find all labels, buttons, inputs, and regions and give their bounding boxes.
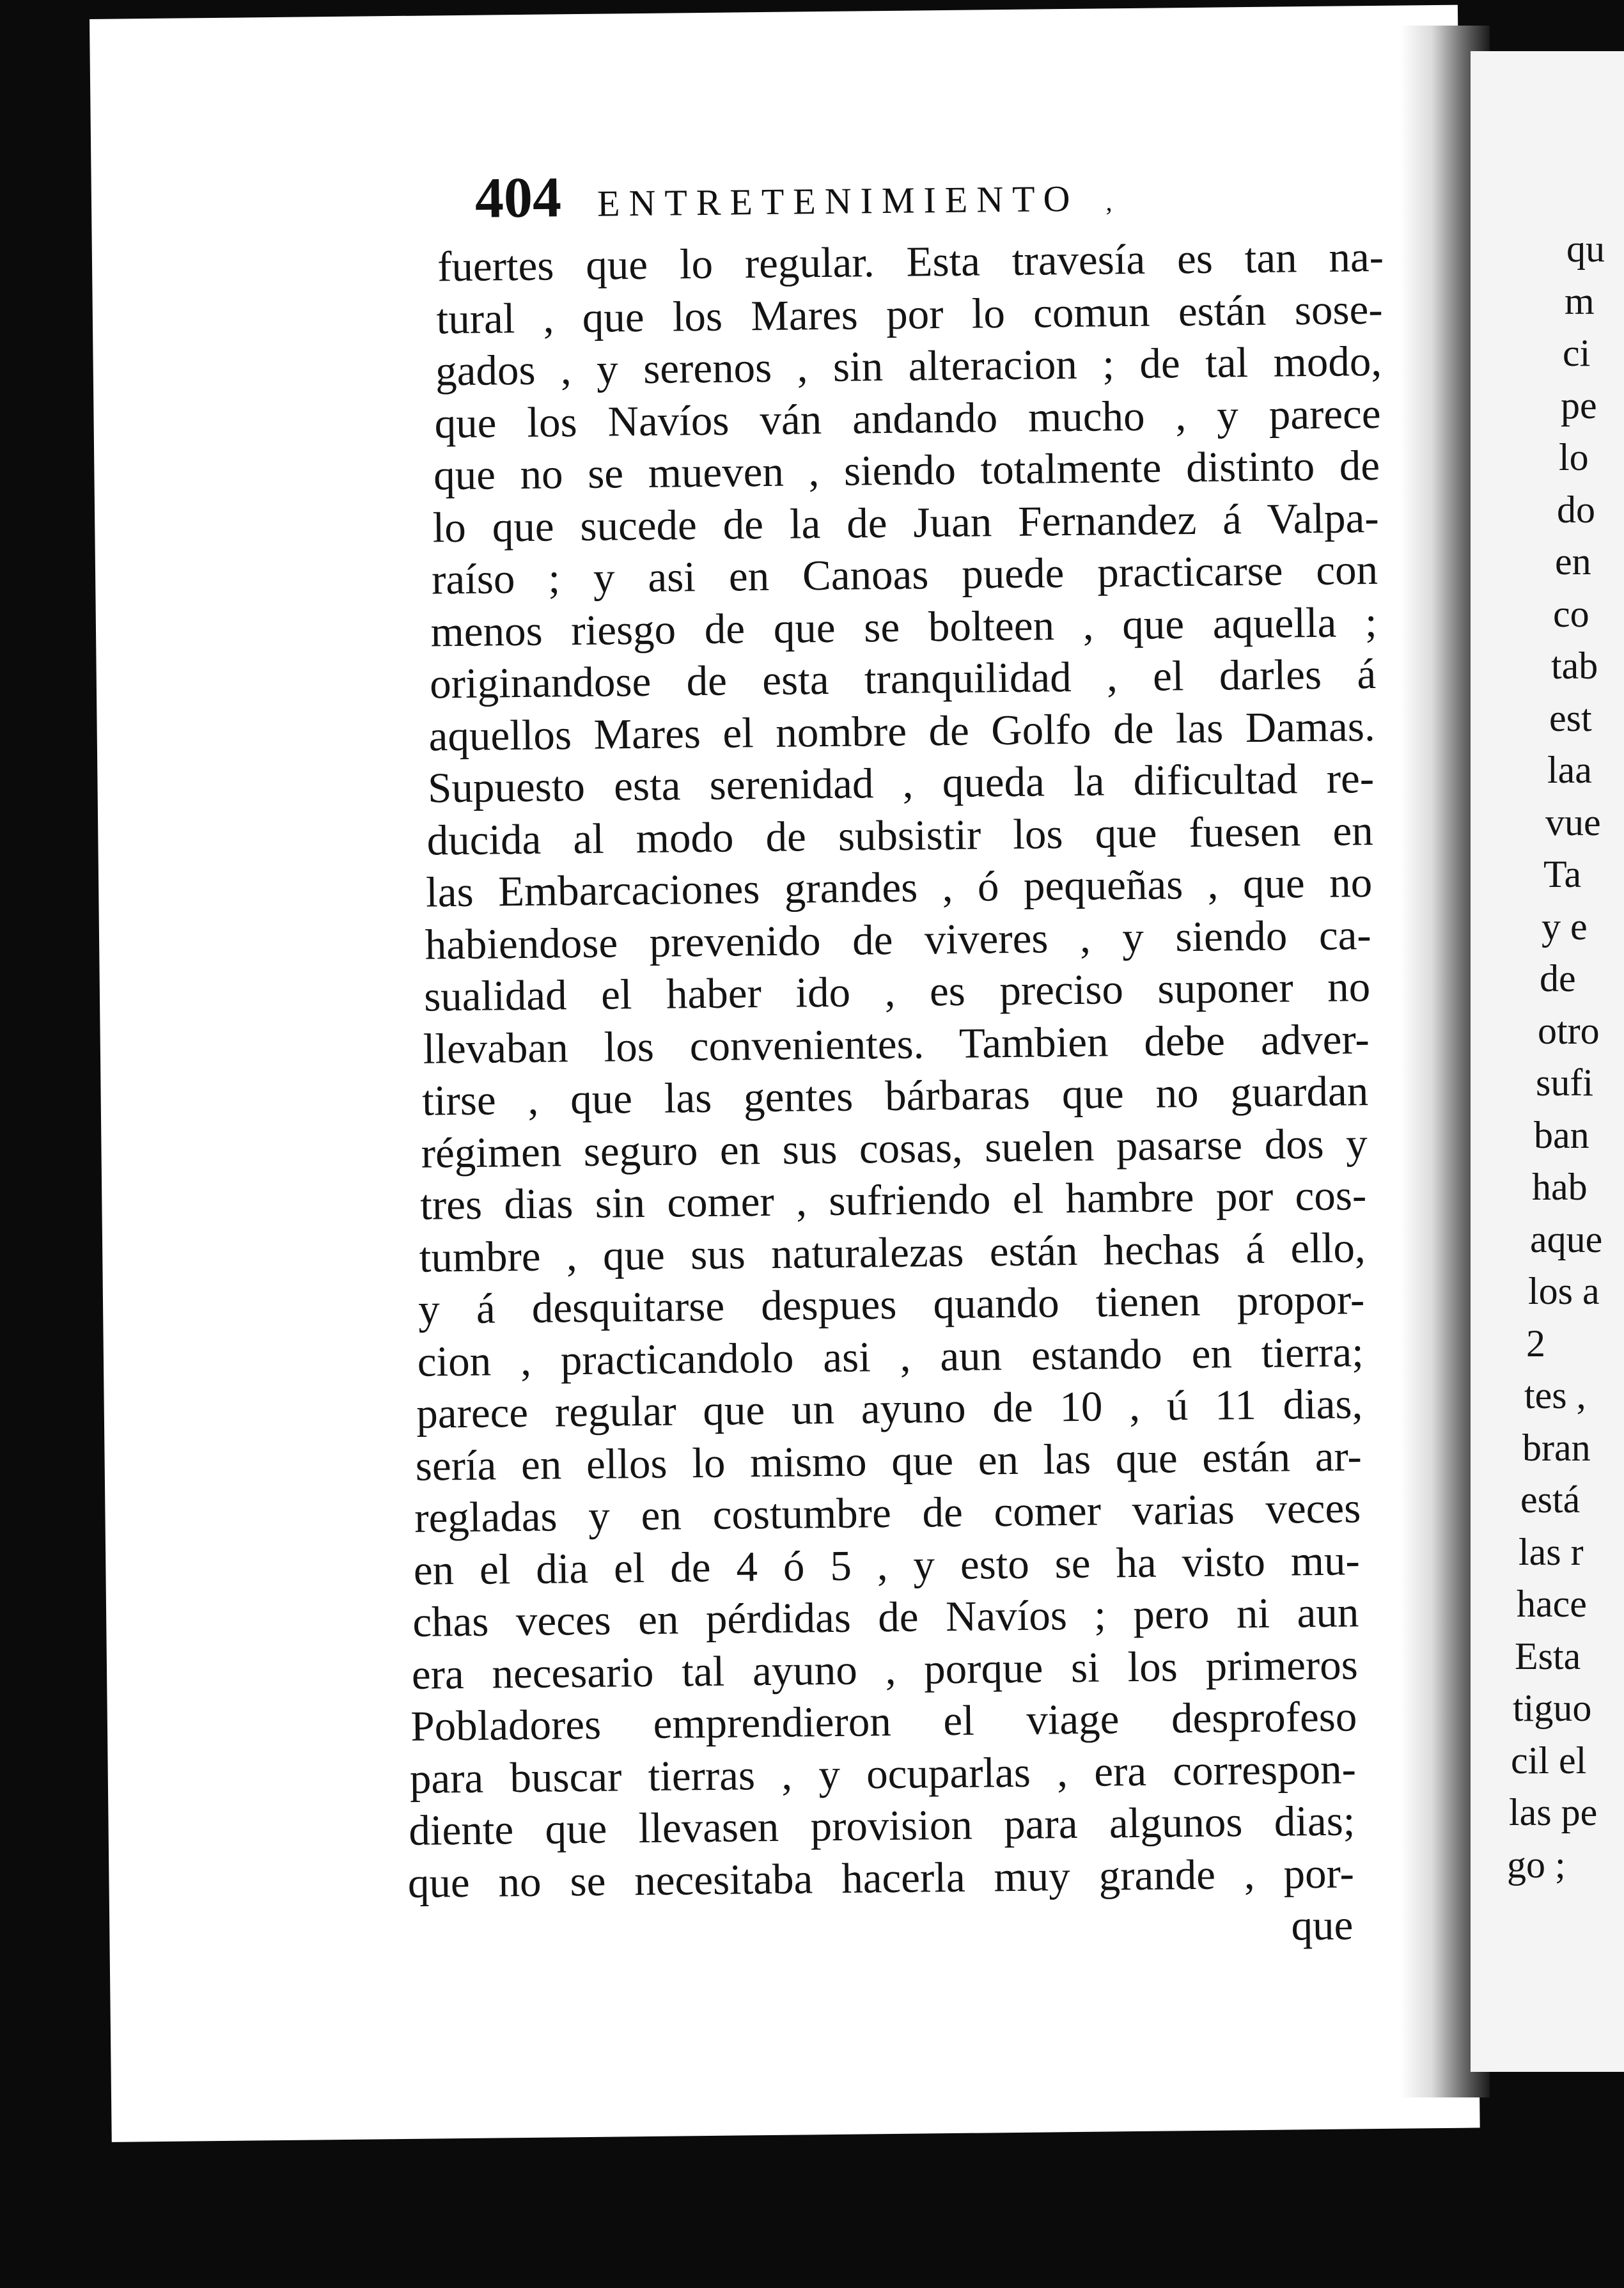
text-line: era necesario tal ayuno , porque si los primeros	[411, 1640, 1359, 1698]
running-title: ENTRETENIMIENTO	[597, 177, 1079, 224]
text-line: aquellos Mares el nombre de Golfo de las Damas.	[428, 702, 1375, 760]
text-line: gados , y serenos , sin alteracion ; de tal modo,	[435, 337, 1382, 395]
text-line: cion , practicandolo asi , aun estando en tierra;	[417, 1328, 1364, 1386]
text-line: sualidad el haber ido , es preciso suponer no	[423, 963, 1371, 1021]
facing-page-fragment: vue	[1545, 801, 1601, 843]
text-line: fuertes que lo regular. Esta travesía es tan na-	[437, 233, 1384, 291]
facing-page-fragment: tiguo	[1513, 1687, 1592, 1729]
facing-page-fragment: ban	[1534, 1113, 1589, 1156]
text-line: diente que llevasen provision para algunos dias;	[408, 1797, 1355, 1854]
text-line: tirse , que las gentes bárbaras que no guardan	[421, 1067, 1369, 1125]
text-line: ducida al modo de subsistir los que fuesen en	[426, 806, 1374, 865]
facing-page-fragment: 2	[1526, 1322, 1545, 1365]
text-line: que no se necesitaba hacerla muy grande , por-	[407, 1849, 1355, 1907]
facing-page-fragment: co	[1553, 592, 1589, 635]
facing-page-fragment: bran	[1522, 1426, 1591, 1469]
facing-page-fragment: tab	[1551, 645, 1598, 687]
text-line: sería en ellos lo mismo que en las que están ar-	[415, 1432, 1362, 1490]
text-line: que los Navíos ván andando mucho , y parece	[434, 389, 1381, 447]
text-line: originandose de esta tranquilidad , el darles á	[429, 650, 1377, 708]
facing-page-fragment: en	[1555, 540, 1591, 583]
text-line: chas veces en pérdidas de Navíos ; pero ni aun	[412, 1588, 1359, 1646]
facing-page-fragment: hab	[1532, 1166, 1588, 1208]
text-line: las Embarcaciones grandes , ó pequeñas , que no	[425, 859, 1373, 916]
text-line: parece regular que un ayuno de 10 , ú 11 dias,	[416, 1380, 1363, 1438]
facing-page-fragment: sufi	[1536, 1062, 1593, 1104]
page-number: 404	[474, 166, 562, 230]
text-line: raíso ; y asi en Canoas puede practicarse con	[431, 545, 1378, 604]
facing-page-fragment: m	[1565, 279, 1595, 322]
facing-page-fragment: cil el	[1511, 1739, 1587, 1782]
text-line: llevaban los convenientes. Tambien debe adver-	[423, 1015, 1370, 1073]
facing-page-fragment: aque	[1530, 1218, 1603, 1260]
text-line: menos riesgo de que se bolteen , que aquella ;	[430, 598, 1377, 655]
text-line: para buscar tierras , y ocuparlas , era correspon-	[409, 1744, 1357, 1803]
facing-page-fragment: de	[1540, 957, 1576, 999]
facing-page-fragment: las r	[1519, 1530, 1584, 1573]
text-line: Supuesto esta serenidad , queda la dificultad re-	[427, 755, 1375, 812]
text-line: lo que sucede de la de Juan Fernandez á Valpa-	[432, 494, 1379, 551]
book-page-left	[90, 5, 1480, 2142]
facing-page-fragment: las pe	[1509, 1791, 1598, 1833]
text-line: Pobladores emprendieron el viage desprofeso	[410, 1693, 1357, 1750]
facing-page-fragment: laa	[1547, 749, 1592, 791]
text-line: regladas y en costumbre de comer varias veces	[414, 1484, 1361, 1542]
facing-page-fragment: los a	[1528, 1270, 1600, 1312]
text-line: tres dias sin comer , sufriendo el hambre por cos-	[419, 1171, 1367, 1229]
text-line: tumbre , que sus naturalezas están hechas á ello,	[419, 1223, 1366, 1281]
facing-page-fragment: go ;	[1507, 1843, 1566, 1886]
text-line: que	[1291, 1901, 1354, 1950]
facing-page-fragment: Esta	[1515, 1634, 1581, 1677]
text-line: habiendose prevenido de viveres , y siendo ca-	[425, 911, 1372, 969]
facing-page-fragment: y e	[1542, 905, 1588, 948]
text-line: y á desquitarse despues quando tienen propor-	[418, 1276, 1365, 1333]
facing-page-fragment: está	[1520, 1478, 1581, 1521]
facing-page-fragment: otro	[1538, 1009, 1600, 1052]
facing-page-fragment: qu	[1566, 228, 1605, 270]
facing-page-fragment: hace	[1517, 1583, 1587, 1625]
facing-page-fragment: est	[1549, 696, 1592, 739]
facing-page-fragment: do	[1557, 488, 1595, 531]
facing-page-fragment: lo	[1559, 436, 1589, 478]
running-mark: ‚	[1104, 187, 1114, 217]
facing-page-fragment: tes ,	[1524, 1374, 1586, 1416]
facing-page-fragment: Ta	[1543, 853, 1582, 895]
running-head	[474, 159, 1113, 235]
text-line: que no se mueven , siendo totalmente distinto de	[433, 441, 1380, 499]
facing-page-fragment: ci	[1563, 332, 1591, 374]
text-line: en el dia el de 4 ó 5 , y esto se ha visto mu-	[413, 1536, 1361, 1594]
facing-page-fragment: pe	[1561, 384, 1597, 427]
text-line: tural , que los Mares por lo comun están sose-	[436, 285, 1383, 343]
text-line: régimen seguro en sus cosas, suelen pasarse dos y	[421, 1119, 1368, 1177]
